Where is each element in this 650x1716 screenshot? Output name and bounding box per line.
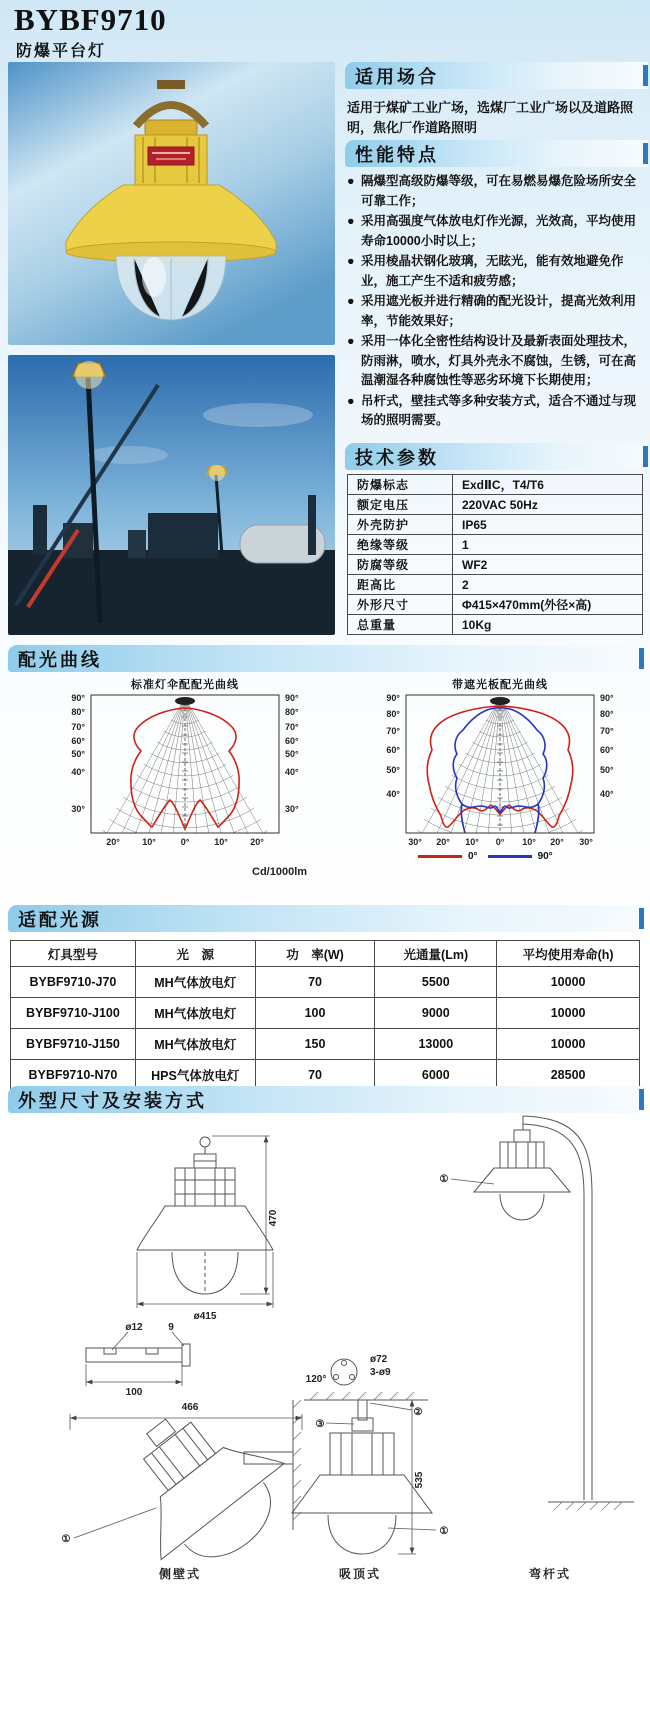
axis-tick-label: 80° bbox=[600, 709, 614, 719]
installation-photo bbox=[8, 355, 335, 635]
dim-front-diameter: ø415 bbox=[193, 1311, 217, 1322]
axis-tick-label: 60° bbox=[386, 745, 400, 755]
chart-title: 带遮光板配光曲线 bbox=[452, 679, 548, 691]
section-title: 技术参数 bbox=[355, 447, 439, 468]
param-name: 外形尺寸 bbox=[348, 595, 453, 615]
dimension-drawings bbox=[8, 1100, 642, 1620]
section-title: 配光曲线 bbox=[18, 649, 102, 670]
ceiling-mount-drawing bbox=[292, 1354, 449, 1581]
section-header-tech-params bbox=[345, 443, 648, 470]
table-cell: 10000 bbox=[497, 998, 640, 1029]
param-value: ExdⅡC，T4/T6 bbox=[453, 475, 643, 495]
wall-mount-drawing bbox=[62, 1378, 309, 1591]
axis-tick-label: 20° bbox=[436, 837, 450, 847]
dim-front-height: 470 bbox=[268, 1209, 279, 1227]
marker-pole-1: ① bbox=[439, 1174, 449, 1185]
column-header: 平均使用寿命(h) bbox=[497, 941, 640, 967]
dim-bracket-span: 100 bbox=[125, 1387, 143, 1398]
bullet-glyph: ● bbox=[347, 334, 355, 348]
feature-item bbox=[347, 172, 647, 211]
feature-item bbox=[347, 252, 647, 291]
feature-item bbox=[347, 392, 647, 431]
axis-tick-label: 10° bbox=[522, 837, 536, 847]
param-value: Φ415×470mm(外径×高) bbox=[453, 595, 643, 615]
table-cell: MH气体放电灯 bbox=[135, 1029, 255, 1060]
table-cell: BYBF9710-J150 bbox=[11, 1029, 136, 1060]
axis-tick-label: 90° bbox=[600, 693, 614, 703]
caption-wall-mount: 侧壁式 bbox=[158, 1567, 202, 1581]
axis-tick-label: 20° bbox=[550, 837, 564, 847]
feature-text: 采用高强度气体放电灯作光源，光效高，平均使用寿命10000小时以上； bbox=[361, 214, 637, 248]
axis-tick-label: 80° bbox=[285, 707, 299, 717]
product-subtitle: 防爆平台灯 bbox=[16, 43, 107, 60]
right-column bbox=[345, 62, 648, 644]
chart-plot-area bbox=[386, 693, 614, 847]
legend-label: 0° bbox=[468, 851, 478, 862]
section-header-features bbox=[345, 140, 648, 167]
section-header-photometry bbox=[8, 645, 644, 672]
axis-tick-label: 70° bbox=[285, 722, 299, 732]
axis-tick-label: 40° bbox=[600, 789, 614, 799]
axis-tick-label: 40° bbox=[71, 767, 85, 777]
param-name: 外壳防护 bbox=[348, 515, 453, 535]
dim-bracket-offset: 9 bbox=[168, 1322, 174, 1333]
legend-swatch-blue bbox=[488, 855, 532, 858]
param-value: 1 bbox=[453, 535, 643, 555]
chart-plot-area bbox=[71, 693, 299, 847]
fan-diagram bbox=[90, 694, 280, 834]
marker-ceiling-1: ① bbox=[439, 1526, 449, 1537]
param-value: WF2 bbox=[453, 555, 643, 575]
feature-text: 采用遮光板并进行精确的配光设计，提高光效利用率，节能效果好； bbox=[361, 294, 637, 328]
column-header: 功 率(W) bbox=[255, 941, 375, 967]
front-view-drawing bbox=[137, 1136, 279, 1322]
param-value: 220VAC 50Hz bbox=[453, 495, 643, 515]
feature-item bbox=[347, 212, 647, 251]
caption-ceiling-mount: 吸顶式 bbox=[338, 1567, 382, 1581]
column-header: 光通量(Lm) bbox=[375, 941, 497, 967]
dim-ceiling-angle: 120° bbox=[305, 1374, 327, 1385]
table-cell: 28500 bbox=[497, 1060, 640, 1091]
axis-tick-label: 70° bbox=[386, 726, 400, 736]
axis-tick-label: 60° bbox=[600, 745, 614, 755]
param-name: 防爆标志 bbox=[348, 475, 453, 495]
product-photo bbox=[8, 62, 335, 345]
light-source-table bbox=[10, 940, 640, 1091]
table-cell: 9000 bbox=[375, 998, 497, 1029]
table-cell: 100 bbox=[255, 998, 375, 1029]
axis-tick-label: 20° bbox=[106, 837, 120, 847]
marker-ceiling-3: ③ bbox=[315, 1419, 325, 1430]
bracket-detail-drawing bbox=[86, 1322, 190, 1398]
dim-bracket-hole: ø12 bbox=[125, 1322, 143, 1333]
axis-tick-label: 50° bbox=[71, 749, 85, 759]
caption-pole-mount: 弯杆式 bbox=[528, 1567, 572, 1581]
table-row bbox=[348, 575, 643, 595]
table-row bbox=[348, 475, 643, 495]
axis-tick-label: 40° bbox=[386, 789, 400, 799]
tech-params-table bbox=[347, 474, 643, 635]
column-header: 灯具型号 bbox=[11, 941, 136, 967]
axis-tick-label: 0° bbox=[180, 837, 190, 847]
axis-tick-label: 30° bbox=[408, 837, 422, 847]
dim-wall-width: 466 bbox=[181, 1402, 199, 1413]
product-photo-illustration bbox=[8, 62, 335, 345]
axis-tick-label: 10° bbox=[214, 837, 228, 847]
column-header: 光 源 bbox=[135, 941, 255, 967]
table-row bbox=[348, 495, 643, 515]
axis-tick-label: 0° bbox=[495, 837, 505, 847]
photometric-chart-shield bbox=[370, 676, 630, 847]
installation-photo-illustration bbox=[8, 355, 335, 635]
table-cell: 10000 bbox=[497, 967, 640, 998]
axis-tick-label: 80° bbox=[386, 709, 400, 719]
table-row bbox=[348, 515, 643, 535]
table-cell: 150 bbox=[255, 1029, 375, 1060]
table-cell: MH气体放电灯 bbox=[135, 998, 255, 1029]
bullet-glyph: ● bbox=[347, 393, 355, 408]
section-header-light-source bbox=[8, 905, 644, 932]
param-name: 防腐等级 bbox=[348, 555, 453, 575]
feature-item bbox=[347, 332, 647, 391]
axis-tick-label: 70° bbox=[71, 722, 85, 732]
table-cell: 13000 bbox=[375, 1029, 497, 1060]
bullet-glyph: ● bbox=[347, 254, 355, 268]
feature-text: 采用棱晶状钢化玻璃，无眩光，能有效地避免作业，施工产生不适和疲劳感； bbox=[361, 254, 624, 288]
section-title: 适配光源 bbox=[18, 909, 102, 930]
axis-tick-label: 50° bbox=[285, 749, 299, 759]
feature-text: 采用一体化全密性结构设计及最新表面处理技术，防雨淋，喷水，灯具外壳永不腐蚀，生锈，可在高温潮湿各种腐蚀性等恶劣环境下长期使用； bbox=[361, 334, 637, 387]
param-value: 2 bbox=[453, 575, 643, 595]
axis-tick-label: 90° bbox=[71, 693, 85, 703]
pole-mount-drawing bbox=[440, 1116, 634, 1581]
axis-tick-label: 30° bbox=[579, 837, 593, 847]
table-cell: 70 bbox=[255, 967, 375, 998]
bullet-glyph: ● bbox=[347, 214, 355, 228]
section-header-application bbox=[345, 62, 648, 89]
feature-text: 吊杆式，壁挂式等多种安装方式，适合不通过与现场的照明需要。 bbox=[361, 393, 637, 427]
table-row bbox=[348, 555, 643, 575]
marker-wall-1: ① bbox=[61, 1534, 71, 1545]
axis-tick-label: 10° bbox=[465, 837, 479, 847]
legend-item-0deg bbox=[418, 851, 478, 862]
feature-list bbox=[347, 172, 647, 432]
axis-tick-label: 70° bbox=[600, 726, 614, 736]
photometric-chart-standard bbox=[55, 676, 315, 847]
param-name: 距高比 bbox=[348, 575, 453, 595]
table-cell: HPS气体放电灯 bbox=[135, 1060, 255, 1091]
table-header-row bbox=[11, 941, 640, 967]
legend-item-90deg bbox=[488, 851, 553, 862]
table-cell: BYBF9710-N70 bbox=[11, 1060, 136, 1091]
table-cell: 5500 bbox=[375, 967, 497, 998]
axis-tick-label: 30° bbox=[71, 804, 85, 814]
bullet-glyph: ● bbox=[347, 174, 355, 188]
application-text: 适用于煤矿工业广场，选煤厂工业广场以及道路照明，焦化厂作道路照明 bbox=[347, 100, 634, 135]
axis-tick-label: 80° bbox=[71, 707, 85, 717]
dim-ceiling-holes: 3-ø9 bbox=[370, 1367, 391, 1378]
table-row bbox=[11, 998, 640, 1029]
axis-tick-label: 90° bbox=[285, 693, 299, 703]
table-row bbox=[348, 535, 643, 555]
axis-tick-label: 10° bbox=[142, 837, 156, 847]
section-title: 外型尺寸及安装方式 bbox=[18, 1090, 207, 1111]
table-cell: BYBF9710-J100 bbox=[11, 998, 136, 1029]
table-row bbox=[348, 595, 643, 615]
chart-legend bbox=[418, 851, 553, 862]
page-title: BYBF9710 bbox=[14, 2, 167, 37]
axis-tick-label: 50° bbox=[386, 765, 400, 775]
param-name: 绝缘等级 bbox=[348, 535, 453, 555]
param-name: 总重量 bbox=[348, 615, 453, 635]
table-cell: 6000 bbox=[375, 1060, 497, 1091]
table-cell: BYBF9710-J70 bbox=[11, 967, 136, 998]
section-title: 性能特点 bbox=[355, 144, 439, 165]
feature-item bbox=[347, 292, 647, 331]
table-cell: 10000 bbox=[497, 1029, 640, 1060]
axis-tick-label: 30° bbox=[285, 804, 299, 814]
legend-swatch-red bbox=[418, 855, 462, 858]
chart-unit-label: Cd/1000lm bbox=[252, 866, 308, 878]
param-value: 10Kg bbox=[453, 615, 643, 635]
chart-title: 标准灯伞配配光曲线 bbox=[131, 679, 239, 691]
section-title: 适用场合 bbox=[355, 66, 439, 87]
axis-tick-label: 50° bbox=[600, 765, 614, 775]
feature-text: 隔爆型高级防爆等级，可在易燃易爆危险场所安全可靠工作； bbox=[361, 174, 637, 208]
bullet-glyph: ● bbox=[347, 294, 355, 308]
table-cell: MH气体放电灯 bbox=[135, 967, 255, 998]
table-row bbox=[11, 1029, 640, 1060]
fan-diagram bbox=[405, 694, 595, 834]
axis-tick-label: 20° bbox=[250, 837, 264, 847]
axis-tick-label: 60° bbox=[285, 736, 299, 746]
table-cell: 70 bbox=[255, 1060, 375, 1091]
table-row bbox=[348, 615, 643, 635]
axis-tick-label: 60° bbox=[71, 736, 85, 746]
legend-label: 90° bbox=[537, 851, 553, 862]
axis-tick-label: 40° bbox=[285, 767, 299, 777]
param-value: IP65 bbox=[453, 515, 643, 535]
marker-ceiling-2: ② bbox=[413, 1407, 423, 1418]
axis-tick-label: 90° bbox=[386, 693, 400, 703]
dim-ceiling-height: 535 bbox=[414, 1471, 425, 1489]
table-row bbox=[11, 967, 640, 998]
dim-ceiling-boltcircle: ø72 bbox=[370, 1354, 388, 1365]
param-name: 额定电压 bbox=[348, 495, 453, 515]
